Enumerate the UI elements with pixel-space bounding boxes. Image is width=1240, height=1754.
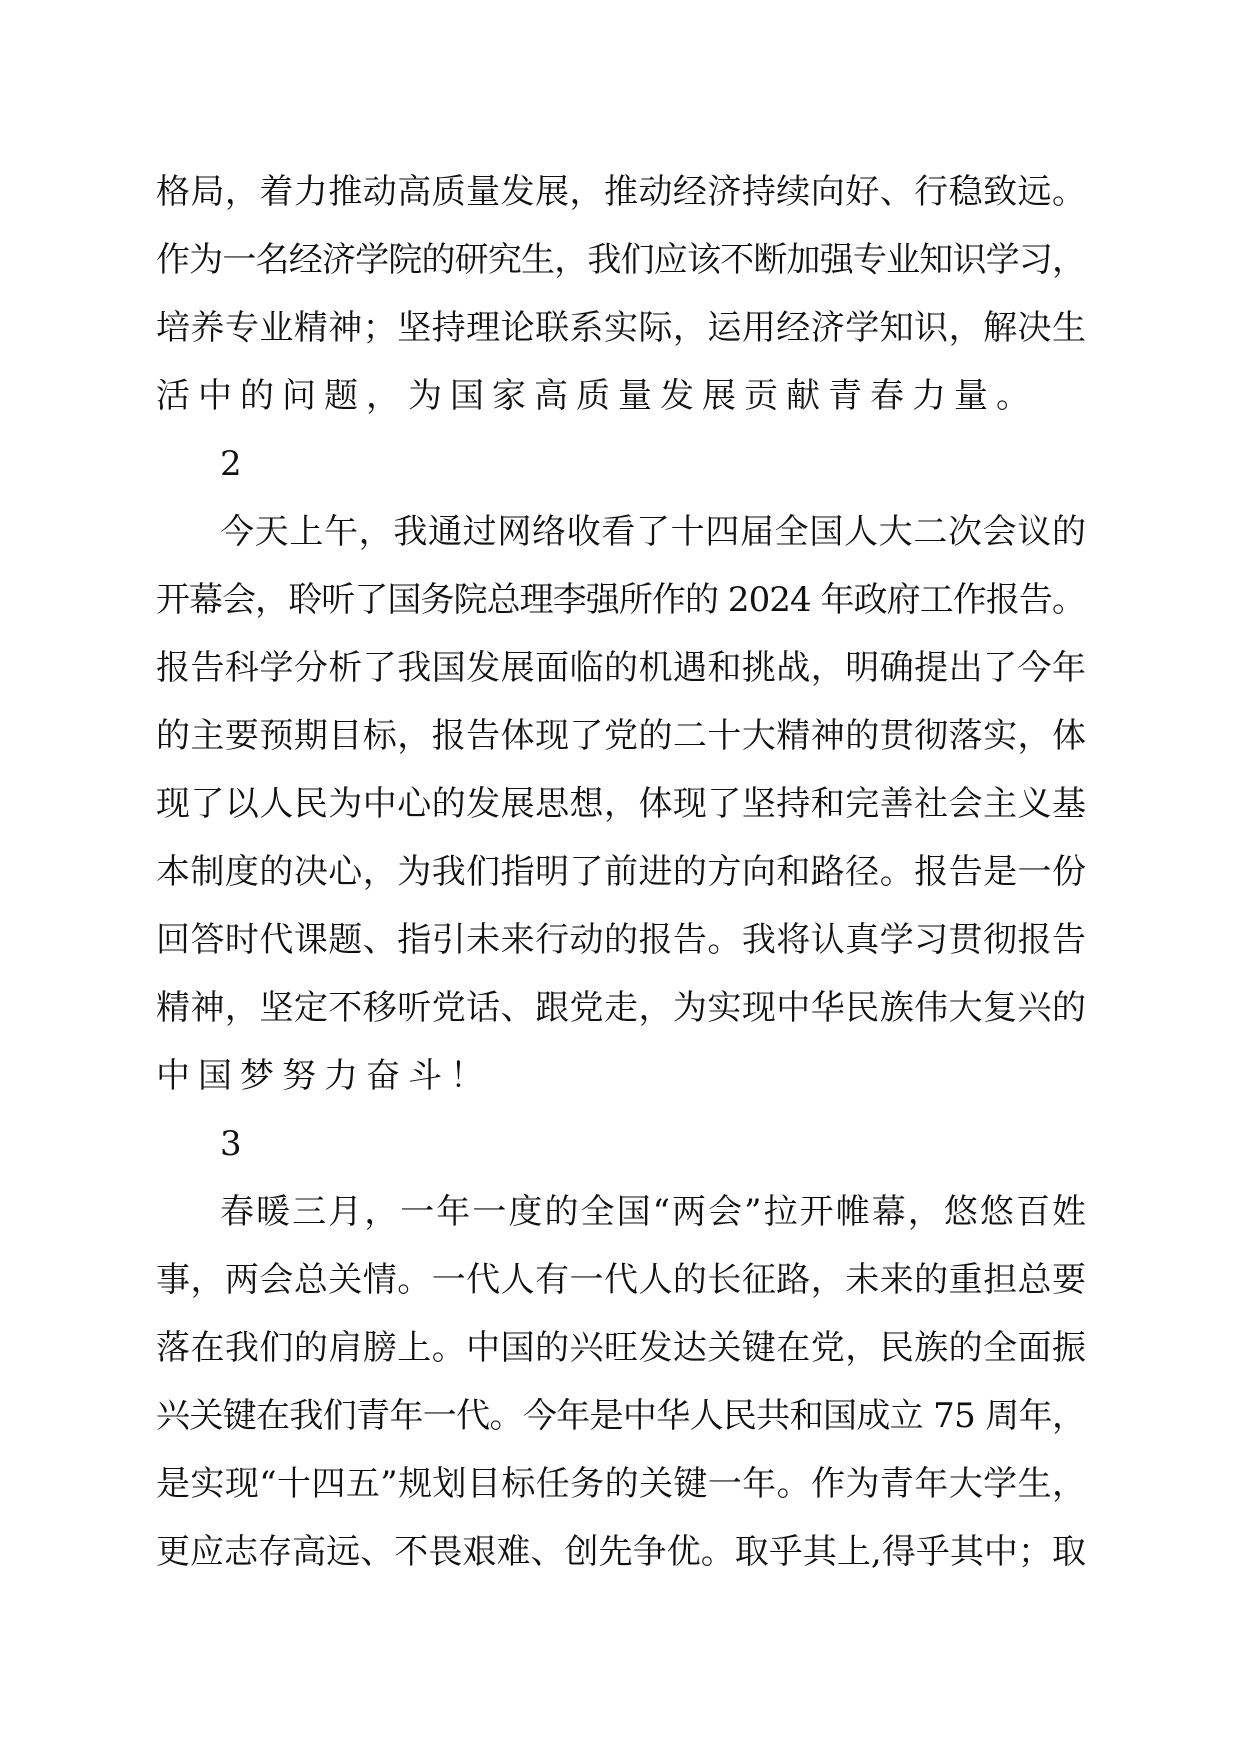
- text-line: 事，两会总关情。一代人有一代人的长征路，未来的重担总要: [156, 1260, 1087, 1300]
- text-line: 活中的问题，为国家高质量发展贡献青春力量。: [156, 376, 1038, 416]
- text-line: 落在我们的肩膀上。中国的兴旺发达关键在党，民族的全面振: [156, 1328, 1087, 1368]
- text-line: 今天上午，我通过网络收看了十四届全国人大二次会议的: [220, 512, 1087, 552]
- section-number: 2: [220, 444, 242, 484]
- text-line: 培养专业精神；坚持理论联系实际，运用经济学知识，解决生: [156, 308, 1087, 348]
- text-line: 是实现“十四五”规划目标任务的关键一年。作为青年大学生，: [156, 1464, 1087, 1504]
- text-line: 更应志存高远、不畏艰难、创先争优。取乎其上,得乎其中；取: [156, 1532, 1087, 1572]
- text-line: 兴关键在我们青年一代。今年是中华人民共和国成立 75 周年，: [156, 1396, 1086, 1436]
- text-line: 格局，着力推动高质量发展，推动经济持续向好、行稳致远。: [156, 172, 1087, 212]
- text-line: 回答时代课题、指引未来行动的报告。我将认真学习贯彻报告: [156, 920, 1087, 960]
- text-line: 本制度的决心，为我们指明了前进的方向和路径。报告是一份: [156, 852, 1087, 892]
- text-line: 报告科学分析了我国发展面临的机遇和挑战，明确提出了今年: [156, 648, 1087, 688]
- text-line: 精神，坚定不移听党话、跟党走，为实现中华民族伟大复兴的: [156, 988, 1087, 1028]
- section-number: 3: [220, 1124, 242, 1164]
- text-line: 的主要预期目标，报告体现了党的二十大精神的贯彻落实，体: [156, 716, 1087, 756]
- text-line: 春暖三月，一年一度的全国“两会”拉开帷幕，悠悠百姓: [220, 1192, 1089, 1232]
- text-line: 作为一名经济学院的研究生，我们应该不断加强专业知识学习，: [156, 240, 1086, 280]
- text-line: 开幕会，聆听了国务院总理李强所作的 2024 年政府工作报告。: [156, 580, 1086, 620]
- text-line: 现了以人民为中心的发展思想，体现了坚持和完善社会主义基: [156, 784, 1087, 824]
- text-line: 中国梦努力奋斗！: [156, 1056, 492, 1096]
